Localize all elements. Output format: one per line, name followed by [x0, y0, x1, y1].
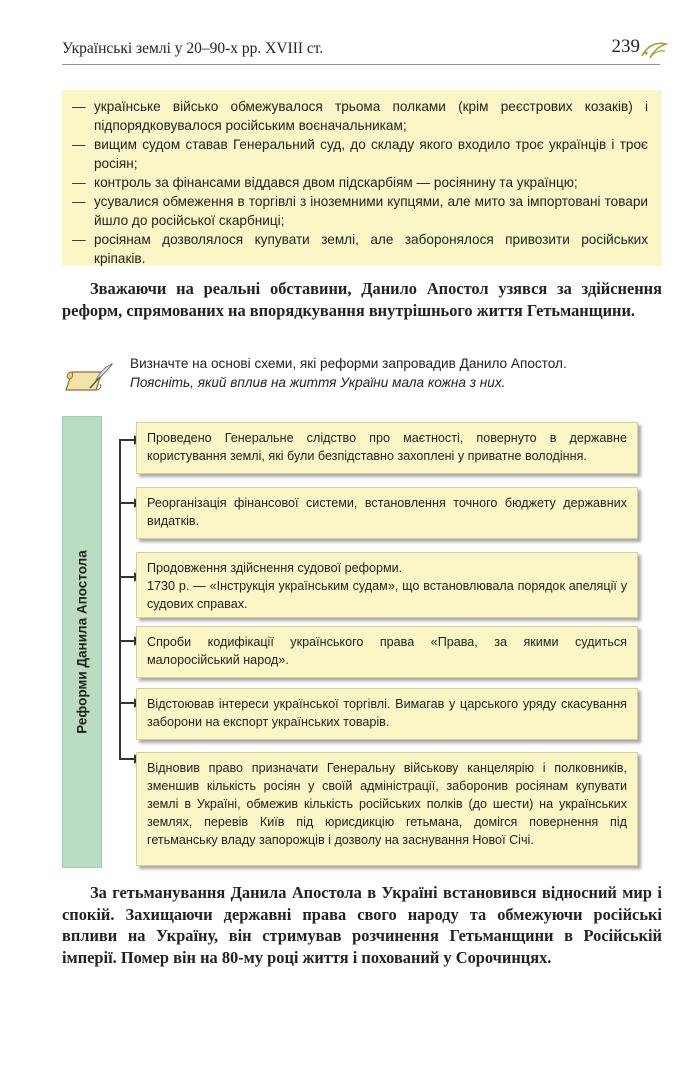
- reform-text: Продовження здійснення судової реформи.: [147, 561, 403, 575]
- page-number: 239: [611, 36, 640, 57]
- task-instruction-italic: Поясніть, який вплив на життя України мала кожна з них.: [130, 375, 506, 390]
- restriction-item: — усувалися обмеження в торгівлі з іноземними купцями, але мито за імпортовані товари йшло до російської скарбниці;: [72, 192, 648, 230]
- closing-paragraph: За гетьманування Данила Апостола в Україні встановився відносний мир і спокій. Захищаючи державні права свого народу та обмежуючи російські впливи на Україну, він стримував розчинення Гетьманщини в Російській імперії. Помер він на 80-му році життя і похований у Сорочинцях.: [62, 883, 662, 967]
- arrow-icon: [119, 640, 135, 642]
- arrow-icon: [119, 702, 135, 704]
- restrictions-box: [62, 90, 662, 266]
- reform-box: [136, 487, 638, 539]
- reform-text: Відстоював інтереси української торгівлі. Вимагав у царського уряду скасування заборони на експорт українських товарів.: [147, 697, 627, 729]
- restrictions-list: [62, 90, 662, 268]
- scheme-connector: [119, 440, 121, 760]
- intro-paragraph: Зважаючи на реальні обставини, Данило Апостол узявся за здійснення реформ, спрямованих на впорядкування внутрішнього життя Гетьманщини.: [62, 279, 662, 320]
- task-block: [62, 354, 662, 404]
- reform-box: [136, 422, 638, 474]
- restriction-item: — контроль за фінансами віддався двом підскарбіям — росіянину та українцю;: [72, 173, 648, 192]
- reform-box: [136, 688, 638, 740]
- leaf-ornament-icon: [640, 40, 668, 60]
- task-instruction: Визначте на основі схеми, які реформи запровадив Данило Апостол.: [130, 356, 567, 371]
- reform-text: Спроби кодифікації українського права «Права, за якими судиться малоросійський народ».: [147, 635, 627, 667]
- scheme-title: Реформи Данила Апостола: [74, 550, 90, 734]
- page-header: [62, 34, 660, 65]
- reform-box: [136, 552, 638, 618]
- reform-text: Реорганізація фінансової системи, встановлення точного бюджету державних видатків.: [147, 496, 627, 528]
- restriction-item: — росіянам дозволялося купувати землі, але заборонялося привозити російських кріпаків.: [72, 230, 648, 268]
- reform-text-detail: 1730 р. — «Інструкція українським судам», що встановлювала порядок апеляції у судових справах.: [147, 579, 627, 611]
- restriction-item: — українське військо обмежувалося трьома полками (крім реєстрових козаків) і підпорядковувалося російським воєначальникам;: [72, 97, 648, 135]
- reform-text: Відновив право призначати Генеральну військову канцелярію і полковників, зменшив кількість росіян у своїй адміністрації, заборонив росіянам купувати землі в Україні, обмежив кількість російських полків (до шести) на українських землях, перевів Київ під юрисдикцію гетьмана, домігся повернення під гетьманську владу запорожців і дозволу на заснування Нової Січі.: [147, 761, 627, 847]
- arrow-icon: [119, 502, 135, 504]
- arrow-icon: [119, 758, 135, 760]
- reform-box: [136, 626, 638, 678]
- reform-box: [136, 752, 638, 866]
- running-title: Українські землі у 20–90-х рр. XVIII ст.: [62, 40, 324, 57]
- reform-text: Проведено Генеральне слідство про маєтності, повернуто в державне користування землі, які були безпідставно захоплені у приватне володіння.: [147, 431, 627, 463]
- arrow-icon: [119, 576, 135, 578]
- scroll-quill-icon: [62, 360, 118, 400]
- scheme-title-bar: [62, 416, 102, 868]
- task-text: [130, 354, 670, 392]
- restriction-item: — вищим судом ставав Генеральний суд, до складу якого входило троє українців і троє росіян;: [72, 135, 648, 173]
- arrow-icon: [119, 439, 135, 441]
